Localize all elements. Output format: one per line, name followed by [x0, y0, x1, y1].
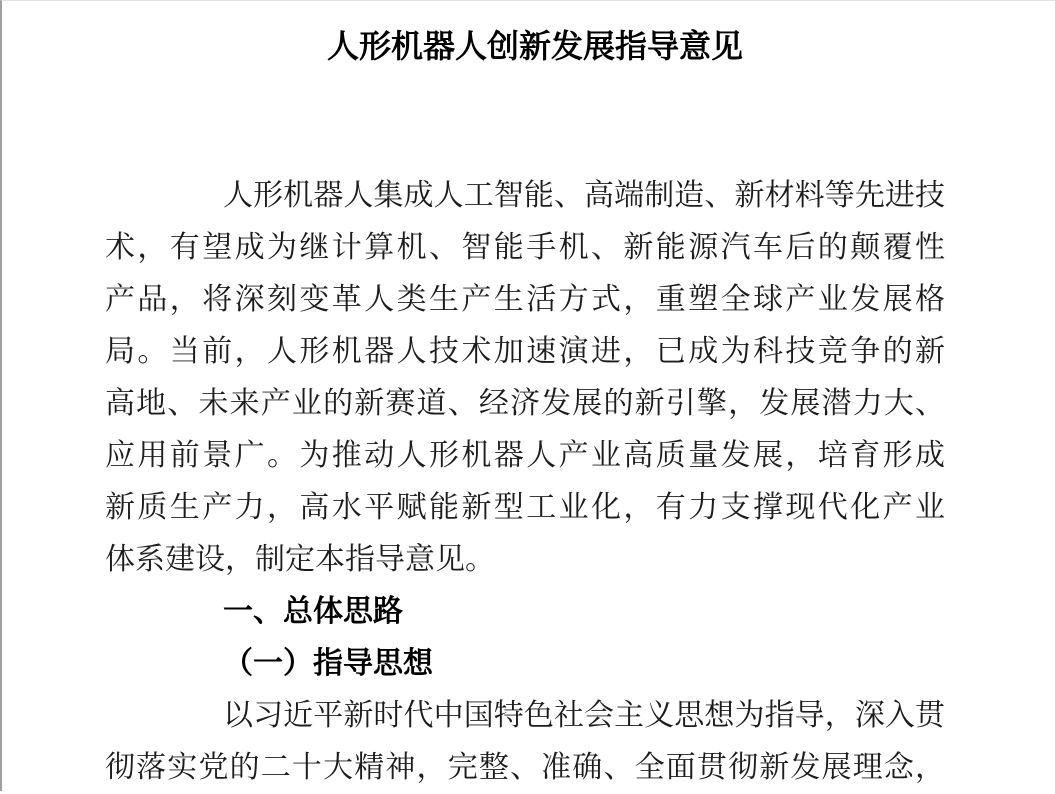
- document-body: [105, 170, 945, 794]
- intro-paragraph-line-5: 高地、未来产业的新赛道、经济发展的新引擎，发展潜力大、: [105, 387, 945, 420]
- intro-paragraph-line-8: 体系建设，制定本指导意见。: [105, 543, 495, 576]
- intro-paragraph-line-2: 术，有望成为继计算机、智能手机、新能源汽车后的颠覆性: [105, 231, 945, 264]
- guiding-paragraph-line-2: 彻落实党的二十大精神，完整、准确、全面贯彻新发展理念，: [105, 751, 945, 784]
- intro-paragraph-line-1: 人形机器人集成人工智能、高端制造、新材料等先进技: [223, 179, 945, 212]
- document-title: 人形机器人创新发展指导意见: [326, 28, 743, 64]
- guiding-paragraph-line-1: 以习近平新时代中国特色社会主义思想为指导，深入贯: [223, 699, 945, 732]
- intro-paragraph-line-6: 应用前景广。为推动人形机器人产业高质量发展，培育形成: [105, 439, 945, 472]
- intro-paragraph-line-7: 新质生产力，高水平赋能新型工业化，有力支撑现代化产业: [105, 491, 945, 524]
- subsection-heading: （一）指导思想: [223, 647, 433, 680]
- intro-paragraph-line-3: 产品，将深刻变革人类生产生活方式，重塑全球产业发展格: [105, 283, 945, 316]
- section-heading: 一、总体思路: [223, 595, 403, 628]
- intro-paragraph-line-4: 局。当前，人形机器人技术加速演进，已成为科技竞争的新: [105, 335, 945, 368]
